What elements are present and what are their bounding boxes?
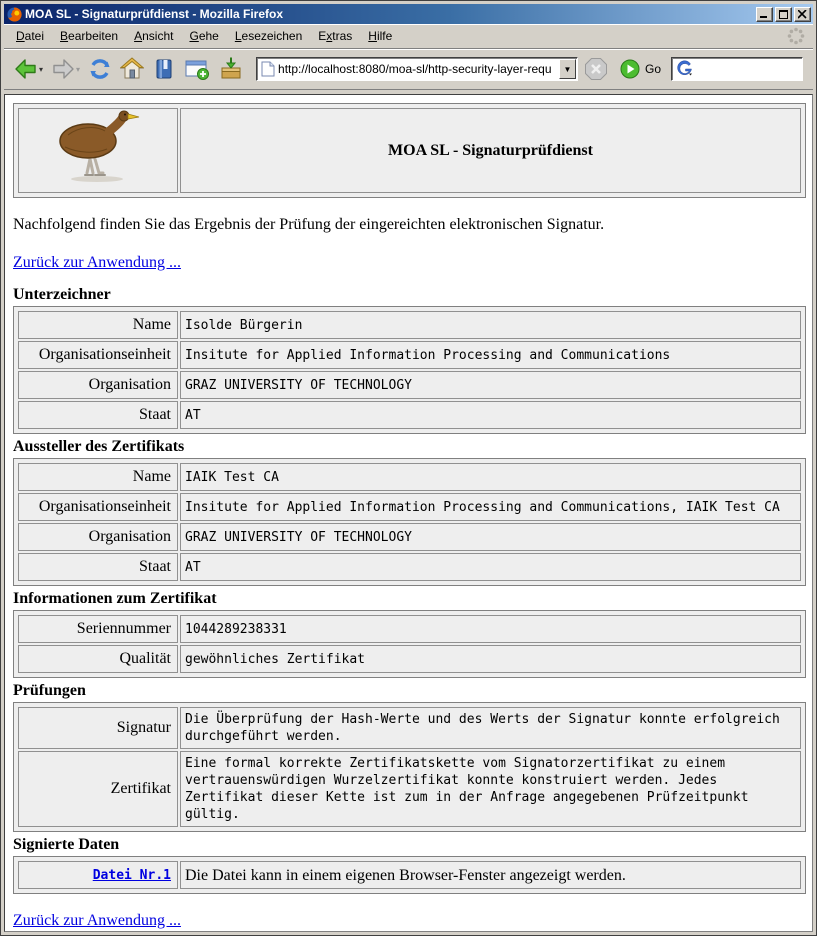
table-row: [18, 615, 801, 643]
row-value: GRAZ UNIVERSITY OF TECHNOLOGY: [180, 523, 801, 551]
menu-bearbeiten[interactable]: Bearbeiten: [60, 29, 119, 43]
intro-text: Nachfolgend finden Sie das Ergebnis der Prüfung der eingereichten elektronischen Signatur.: [13, 216, 605, 233]
forward-icon: [51, 57, 75, 81]
menu-lesezeichen[interactable]: Lesezeichen: [234, 29, 303, 43]
menu-extras[interactable]: Extras: [318, 29, 353, 43]
minimize-button[interactable]: [756, 7, 773, 22]
menu-ansicht[interactable]: Ansicht: [134, 29, 174, 43]
row-value: Eine formal korrekte Zertifikatskette vom Signatorzertifikat zu einem vertrauenswürdigen Wurzelzertifikat konnte konstruiert werden. Jedes Zertifikat dieser Kette ist zum in der Anfrage angegebenen Prüfzeitpunkt gültig.: [180, 751, 801, 827]
section-title-zertifikat-info: Informationen zum Zertifikat: [13, 590, 217, 607]
page-title: MOA SL - Signaturprüfdienst: [180, 108, 801, 193]
aussteller-table: [13, 458, 806, 586]
row-label: Staat: [18, 553, 178, 581]
row-value: Insitute for Applied Information Processing and Communications, IAIK Test CA: [180, 493, 801, 521]
row-label: Zertifikat: [18, 751, 178, 827]
row-label: Organisationseinheit: [18, 493, 178, 521]
signierte-daten-table: [13, 856, 806, 894]
downloads-button[interactable]: [216, 55, 246, 83]
row-value: Isolde Bürgerin: [180, 311, 801, 339]
google-icon: [676, 60, 694, 78]
throbber-icon: [787, 27, 805, 45]
table-row: [18, 645, 801, 673]
url-bar[interactable]: [256, 57, 578, 81]
home-icon: [120, 57, 144, 81]
moa-bird-logo: [33, 109, 163, 187]
back-to-application-link[interactable]: Zurück zur Anwendung ...: [13, 254, 181, 271]
close-button[interactable]: [794, 7, 811, 22]
row-value: AT: [180, 553, 801, 581]
downloads-icon: [218, 57, 244, 81]
back-dropdown-icon: ▾: [39, 64, 44, 74]
moa-logo-cell: [18, 108, 178, 193]
table-row: [18, 463, 801, 491]
stop-icon: [584, 57, 608, 81]
table-row: [18, 371, 801, 399]
section-title-signierte-daten: Signierte Daten: [13, 836, 120, 853]
pruefungen-table: [13, 702, 806, 832]
stop-button[interactable]: [582, 55, 610, 83]
row-value: Die Datei kann in einem eigenen Browser-Fenster angezeigt werden.: [180, 861, 801, 889]
row-value: GRAZ UNIVERSITY OF TECHNOLOGY: [180, 371, 801, 399]
table-row: [18, 493, 801, 521]
row-label: Signatur: [18, 707, 178, 749]
maximize-button[interactable]: [775, 7, 792, 22]
menu-bar: [4, 24, 813, 49]
row-value: Insitute for Applied Information Processing and Communications: [180, 341, 801, 369]
row-label: Organisation: [18, 523, 178, 551]
back-button[interactable]: [12, 55, 45, 83]
table-row: [18, 341, 801, 369]
table-row: [18, 311, 801, 339]
row-label: Organisation: [18, 371, 178, 399]
row-label: Staat: [18, 401, 178, 429]
back-icon: [14, 57, 38, 81]
section-title-unterzeichner: Unterzeichner: [13, 286, 111, 303]
datei-nr1-link[interactable]: Datei Nr.1: [92, 868, 171, 883]
page-icon: [261, 61, 275, 77]
row-label: Organisationseinheit: [18, 341, 178, 369]
row-value: AT: [180, 401, 801, 429]
back-to-application-link-bottom[interactable]: Zurück zur Anwendung ...: [13, 912, 181, 929]
row-label: [18, 861, 178, 889]
url-text[interactable]: http://localhost:8080/moa-sl/http-security-layer-requ: [278, 62, 552, 76]
reload-button[interactable]: [86, 55, 114, 83]
table-row: [18, 401, 801, 429]
url-dropdown-button[interactable]: ▼: [559, 59, 576, 79]
row-label: Seriennummer: [18, 615, 178, 643]
menu-gehe[interactable]: Gehe: [189, 29, 219, 43]
section-title-pruefungen: Prüfungen: [13, 682, 86, 699]
page-header: [13, 103, 806, 198]
title-bar[interactable]: [4, 4, 813, 24]
table-row: [18, 523, 801, 551]
row-label: Name: [18, 311, 178, 339]
row-value: gewöhnliches Zertifikat: [180, 645, 801, 673]
firefox-icon: [7, 7, 22, 22]
menu-hilfe[interactable]: Hilfe: [368, 29, 393, 43]
forward-dropdown-icon: ▾: [76, 64, 81, 74]
search-input[interactable]: [671, 57, 803, 81]
row-value: 1044289238331: [180, 615, 801, 643]
go-button[interactable]: [620, 59, 661, 79]
table-row: [18, 553, 801, 581]
table-row: [18, 751, 801, 827]
table-row: [18, 707, 801, 749]
unterzeichner-table: [13, 306, 806, 434]
table-row: [18, 861, 801, 889]
go-icon: [620, 59, 640, 79]
reload-icon: [88, 57, 112, 81]
home-button[interactable]: [118, 55, 146, 83]
section-title-aussteller: Aussteller des Zertifikats: [13, 438, 185, 455]
bookmarks-button[interactable]: [150, 55, 178, 83]
row-label: Name: [18, 463, 178, 491]
row-value: IAIK Test CA: [180, 463, 801, 491]
page-content: [4, 94, 813, 932]
new-window-button[interactable]: [182, 55, 212, 83]
menu-datei[interactable]: Datei: [16, 29, 45, 43]
forward-button[interactable]: [49, 55, 82, 83]
bookmark-icon: [152, 57, 176, 81]
window-title: MOA SL - Signaturprüfdienst - Mozilla Firefox: [25, 7, 284, 21]
new-window-icon: [184, 57, 210, 81]
navigation-toolbar: [4, 49, 813, 90]
go-label: Go: [644, 62, 661, 76]
zertifikat-info-table: [13, 610, 806, 678]
row-value: Die Überprüfung der Hash-Werte und des Werts der Signatur konnte erfolgreich durchgeführt werden.: [180, 707, 801, 749]
row-label: Qualität: [18, 645, 178, 673]
